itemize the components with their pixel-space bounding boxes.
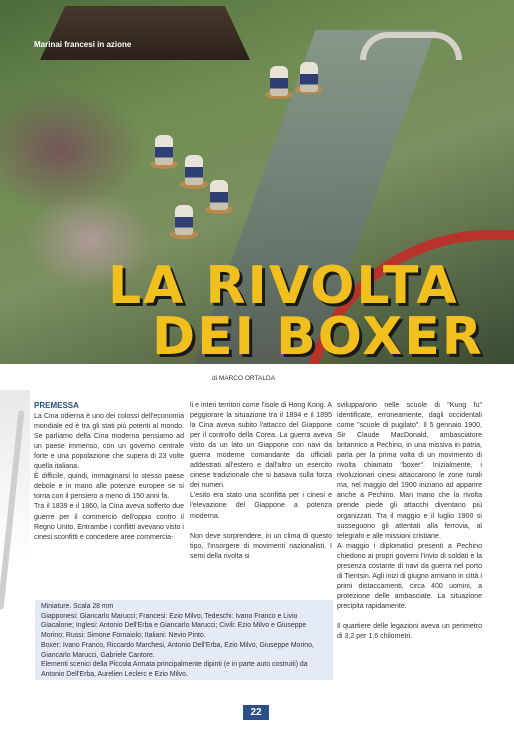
- paragraph: li e interi territori come l'isole di Hong Kong. A peggiorare la situazione tra il 1894 e il 1895 la Cina aveva subito l'attacco del Giappone per il controllo della Corea. La guerra aveva visto da un lato un Giappone con navi da guerra moderne comandante da ufficiali addestrati all'estero e dall'altro un esercito cinese tradizionale che si basava sulla forza dei numeri.: [190, 402, 332, 490]
- credits-line: Elementi scenici della Piccola Armata principalmente dipinti (e in parte auto costruiti) da Antonio Dell'Erba, Aurelien Leclerc e Ezio Milvo.: [41, 661, 308, 678]
- photo-caption: Marinai francesi in azione: [34, 40, 132, 49]
- article-column-3: [337, 401, 482, 642]
- article-column-1: [34, 401, 184, 543]
- stone-bridge: [360, 32, 462, 60]
- hero-photo: [0, 0, 514, 364]
- paragraph: A maggio i diplomatici presenti a Pechino chiedono ai propri governi l'invio di soldati e la presenza costante di navi da guerra nel porto di Tientsin. Agli inizi di giugno arrivano in città i primi distaccamenti, circa 400 uomini, a protezione delle ambasciate. La situazione precipita rapidamente.: [337, 542, 482, 610]
- pagoda-roof: [40, 0, 250, 60]
- miniature-figure: [185, 155, 203, 185]
- title-line-2: DEI BOXER: [152, 307, 484, 364]
- article-column-2: [190, 401, 332, 562]
- page-number: 22: [243, 705, 269, 720]
- credits-box: [35, 600, 333, 680]
- calligraphy-decoration: [0, 390, 30, 680]
- miniature-figure: [155, 135, 173, 165]
- miniature-figure: [210, 180, 228, 210]
- section-heading: PREMESSA: [34, 401, 79, 410]
- paragraph: Il quartiere delle legazioni aveva un perimetro di 3,2 per 1,6 chilometri.: [337, 622, 482, 641]
- paragraph: L'esito era stato una sconfitta per i cinesi e l'elevazione del Giappone a potenza moderna.: [190, 492, 332, 520]
- credits-line: Giapponesi: Giancarlo Marucci; Francesi: Ezio Milvo; Tedeschi: Ivano Franco e Livio Giacalone; Inglesi: Antonio Dell'Erba e Giancarlo Marucci; Civili: Ezio Milvo e Giuseppe Morino; Russi: Simone Fornaiolo; Italiani: Nevio Pinto.: [41, 612, 307, 640]
- credits-line: Miniature. Scala 28 mm: [41, 603, 114, 610]
- paragraph: svilupparono nelle scuole di "Kung fu" identificate, erroneamente, dagli occidentali come "scuole di pugilato". Il 5 gennaio 1900, Sir Claude MacDonald, ambasciatore britannico a Pechino, in una missiva in patria, parla per la prima volta di un movimento di rivolta chiamato "boxer". Inizialmente, i rivoluzionari cinesi attaccarono le zone rurali ma, nel maggio del 1900 iniziano ad apparire anche a Pechino. Man mano che la rivolta prende piede gli attacchi diventano più organizzati. Tra il maggio e il luglio 1900 si susseguono gli attentati alla ferrovia, al telegrafo e alle missioni cristiane.: [337, 402, 482, 540]
- author-byline: di MARCO ORTALDA: [212, 375, 275, 382]
- paragraph: È difficile, quindi, immaginarsi lo stesso paese debole e in mano alle potenze europee se si torna con il pensiero a meno di 150 anni fa.: [34, 473, 184, 501]
- paragraph: Non deve sorprendere, in un clima di questo tipo, l'insorgere di movimenti nazionalisti. I semi della rivolta si: [190, 532, 332, 560]
- miniature-figure: [175, 205, 193, 235]
- paragraph: La Cina odierna è uno dei colossi dell'economia mondiale ed è tra gli stati più potenti al mondo. Se parliamo della Cina moderna pensiamo ad un paese immenso, con un governo centrale forte e una popolazione che supera di 23 volte quella italiana.: [34, 413, 184, 471]
- paragraph: Tra il 1839 e il 1860, la Cina aveva sofferto due guerre per il commercio dell'oppio contro il Regno Unito. Entrambe i conflitti avevano visto i cinesi sconfitti e concedere aree commercia-: [34, 503, 184, 541]
- credits-line: Boxer: Ivano Franco, Riccardo Marchesi, Antonio Dell'Erba, Ezio Milvo, Giuseppe Morino, Giancarlo Marucci, Gabriele Cantore.: [41, 641, 314, 659]
- miniature-figure: [300, 62, 318, 92]
- title-line-1: LA RIVOLTA: [108, 256, 459, 316]
- miniature-figure: [270, 66, 288, 96]
